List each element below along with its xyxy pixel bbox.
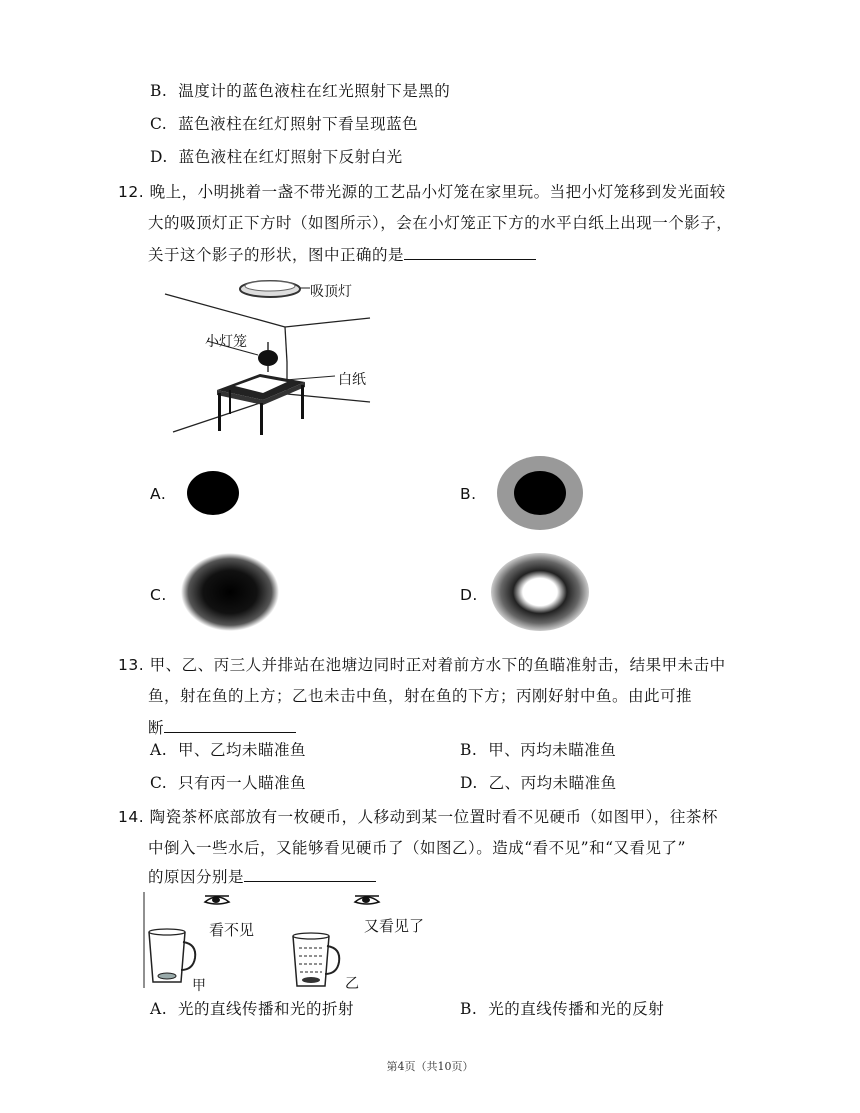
q14-line-3: 的原因分别是 xyxy=(148,865,376,888)
ceiling-lamp-icon xyxy=(240,281,300,297)
q13-answer-blank[interactable] xyxy=(164,716,296,733)
q13-line-3: 断 xyxy=(148,716,296,739)
cup-yi-icon xyxy=(293,933,339,986)
shadow-b-figure xyxy=(495,455,585,531)
lamp-label: 吸顶灯 xyxy=(310,284,352,300)
see-again-label: 又看见了 xyxy=(364,917,425,935)
q13-option-a: A. 甲、乙均未瞄准鱼 xyxy=(150,741,306,759)
cant-see-label: 看不见 xyxy=(209,921,255,939)
q12-answer-blank[interactable] xyxy=(404,243,536,260)
q12-option-d: D. xyxy=(460,586,478,604)
q12-line-2: 大的吸顶灯正下方时（如图所示），会在小灯笼正下方的水平白纸上出现一个影子， xyxy=(148,214,733,232)
q12-option-c: C. xyxy=(150,586,167,604)
q12-line-3: 关于这个影子的形状，图中正确的是 xyxy=(148,243,536,266)
q13-option-c: C. 只有丙一人瞄准鱼 xyxy=(150,774,307,792)
q12-option-b: B. xyxy=(460,485,477,503)
eye-icon xyxy=(355,896,379,904)
q12-line-1: 12. 晚上，小明挑着一盏不带光源的工艺品小灯笼在家里玩。当把小灯笼移到发光面较 xyxy=(118,183,726,201)
q13-line-1: 13. 甲、乙、丙三人并排站在池塘边同时正对着前方水下的鱼瞄准射击，结果甲未击中 xyxy=(118,656,726,674)
eye-icon xyxy=(205,896,229,904)
paper-label: 白纸 xyxy=(338,372,366,388)
q11-option-c: C. 蓝色液柱在红灯照射下看呈现蓝色 xyxy=(150,115,419,133)
q11-option-b: B. 温度计的蓝色液柱在红光照射下是黑的 xyxy=(150,82,451,100)
shadow-d-figure xyxy=(490,552,590,632)
cups-figure xyxy=(143,888,443,992)
q12-option-a: A. xyxy=(150,485,167,503)
page-footer: 第4页（共10页） xyxy=(386,1060,474,1073)
q11-option-d: D. 蓝色液柱在红灯照射下反射白光 xyxy=(150,148,403,166)
q14-answer-blank[interactable] xyxy=(244,865,376,882)
lantern-icon xyxy=(258,342,278,372)
cup-jia-icon xyxy=(149,929,195,982)
jia-label: 甲 xyxy=(192,978,206,994)
shadow-c-figure xyxy=(180,552,280,632)
lantern-label: 小灯笼 xyxy=(205,334,247,350)
yi-label: 乙 xyxy=(345,976,359,992)
q14-line-2: 中倒入一些水后，又能够看见硬币了（如图乙）。造成“看不见”和“又看见了” xyxy=(148,839,686,857)
q14-line-1: 14. 陶瓷茶杯底部放有一枚硬币，人移动到某一位置时看不见硬币（如图甲），往茶杯 xyxy=(118,808,718,826)
q13-option-d: D. 乙、丙均未瞄准鱼 xyxy=(460,774,617,792)
q14-option-b: B. 光的直线传播和光的反射 xyxy=(460,1000,665,1018)
q13-line-2: 鱼，射在鱼的上方；乙也未击中鱼，射在鱼的下方；丙刚好射中鱼。由此可推 xyxy=(148,687,693,705)
shadow-a-figure xyxy=(185,469,245,519)
q13-option-b: B. 甲、丙均未瞄准鱼 xyxy=(460,741,617,759)
table-icon xyxy=(217,374,305,435)
q14-option-a: A. 光的直线传播和光的折射 xyxy=(150,1000,354,1018)
